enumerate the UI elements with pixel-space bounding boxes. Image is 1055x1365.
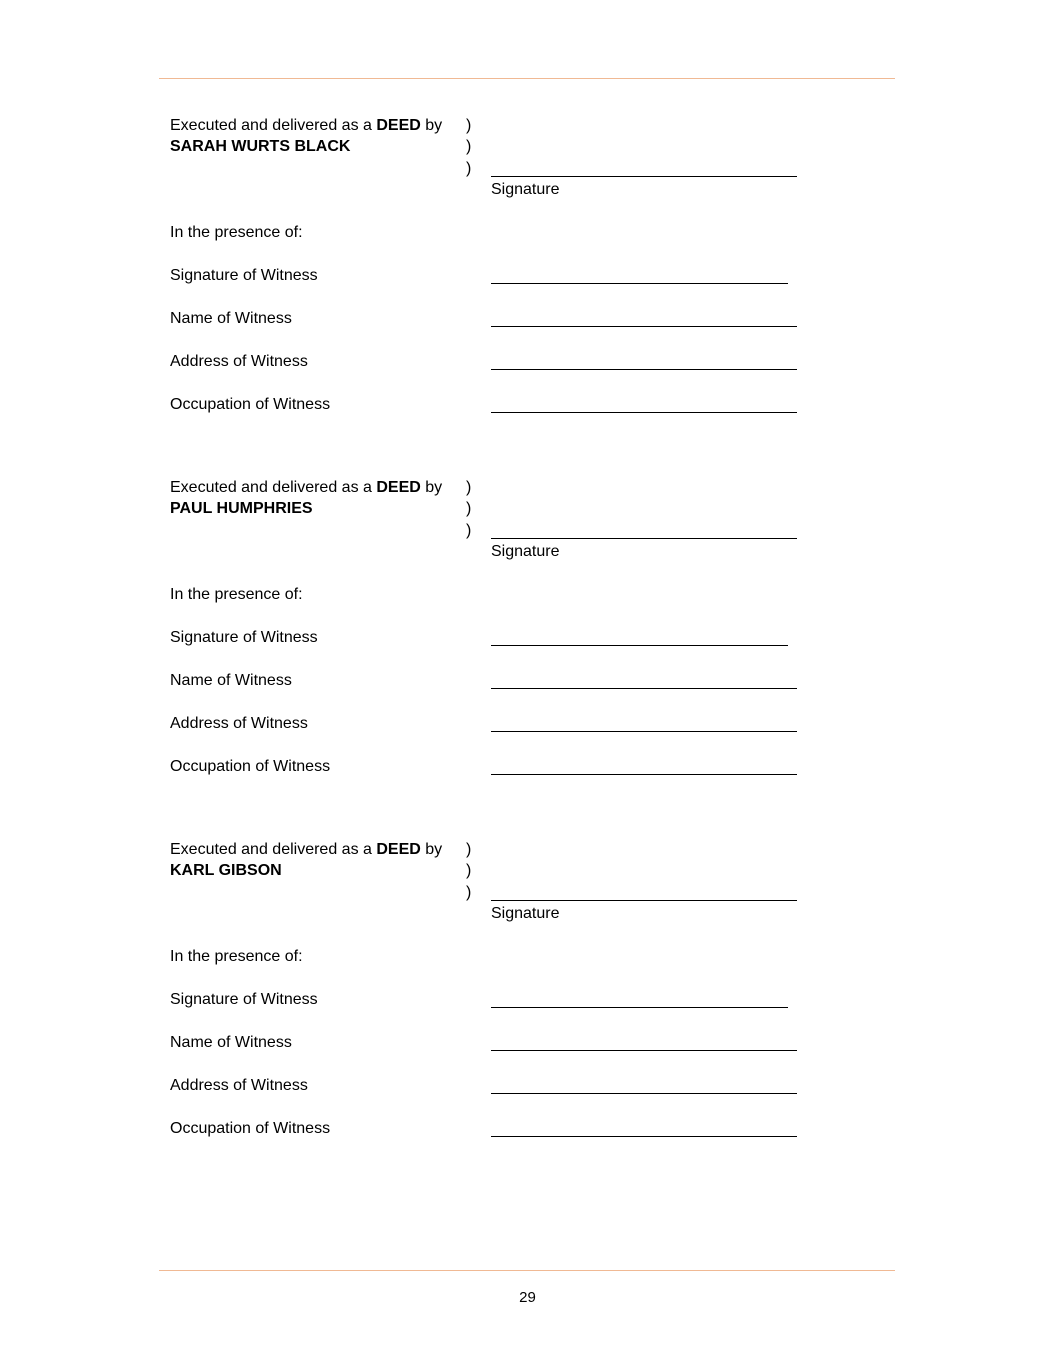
witness-address-line[interactable] <box>491 1093 797 1094</box>
witness-name-line[interactable] <box>491 1050 797 1051</box>
deed-word: DEED <box>376 841 421 858</box>
deed-word: DEED <box>376 479 421 496</box>
witness-signature-label: Signature of Witness <box>170 991 318 1008</box>
witness-occupation-line[interactable] <box>491 774 797 775</box>
bracket-1: ) <box>466 117 472 134</box>
bracket-1: ) <box>466 479 472 496</box>
witness-occupation-label: Occupation of Witness <box>170 758 331 775</box>
executed-prefix: Executed and delivered as a <box>170 117 377 134</box>
witness-name-label: Name of Witness <box>170 310 292 327</box>
witness-signature-line[interactable] <box>491 1007 788 1008</box>
witness-address-label: Address of Witness <box>170 1077 308 1094</box>
signatory-name: KARL GIBSON <box>170 862 282 879</box>
bracket-3: ) <box>466 522 472 539</box>
witness-occupation-line[interactable] <box>491 1136 797 1137</box>
bracket-1: ) <box>466 841 472 858</box>
witness-address-line[interactable] <box>491 731 797 732</box>
witness-occupation-label: Occupation of Witness <box>170 1120 331 1137</box>
witness-name-line[interactable] <box>491 688 797 689</box>
witness-name-label: Name of Witness <box>170 1034 292 1051</box>
witness-address-line[interactable] <box>491 369 797 370</box>
deed-block-1 <box>0 117 1055 457</box>
executed-suffix: by <box>420 841 443 858</box>
signatory-name: PAUL HUMPHRIES <box>170 500 313 517</box>
deed-block-2 <box>0 479 1055 819</box>
witness-signature-label: Signature of Witness <box>170 629 318 646</box>
executed-line <box>170 841 442 859</box>
witness-name-line[interactable] <box>491 326 797 327</box>
witness-occupation-line[interactable] <box>491 412 797 413</box>
page-number: 29 <box>519 1289 536 1306</box>
executed-prefix: Executed and delivered as a <box>170 841 377 858</box>
signature-line[interactable] <box>491 900 797 901</box>
witness-signature-line[interactable] <box>491 645 788 646</box>
signature-label: Signature <box>491 905 560 922</box>
presence-label: In the presence of: <box>170 224 303 241</box>
deed-word: DEED <box>376 117 421 134</box>
presence-label: In the presence of: <box>170 948 303 965</box>
bracket-2: ) <box>466 138 472 155</box>
executed-suffix: by <box>420 479 443 496</box>
witness-name-label: Name of Witness <box>170 672 292 689</box>
executed-line <box>170 117 442 135</box>
signature-label: Signature <box>491 543 560 560</box>
witness-address-label: Address of Witness <box>170 353 308 370</box>
witness-signature-line[interactable] <box>491 283 788 284</box>
executed-line <box>170 479 442 497</box>
header-rule <box>159 78 895 79</box>
witness-occupation-label: Occupation of Witness <box>170 396 331 413</box>
signature-label: Signature <box>491 181 560 198</box>
executed-suffix: by <box>420 117 443 134</box>
signature-line[interactable] <box>491 176 797 177</box>
bracket-2: ) <box>466 862 472 879</box>
executed-prefix: Executed and delivered as a <box>170 479 377 496</box>
deed-block-3 <box>0 841 1055 1181</box>
footer-rule <box>159 1270 895 1271</box>
witness-address-label: Address of Witness <box>170 715 308 732</box>
witness-signature-label: Signature of Witness <box>170 267 318 284</box>
bracket-2: ) <box>466 500 472 517</box>
signature-line[interactable] <box>491 538 797 539</box>
bracket-3: ) <box>466 160 472 177</box>
bracket-3: ) <box>466 884 472 901</box>
presence-label: In the presence of: <box>170 586 303 603</box>
signatory-name: SARAH WURTS BLACK <box>170 138 351 155</box>
